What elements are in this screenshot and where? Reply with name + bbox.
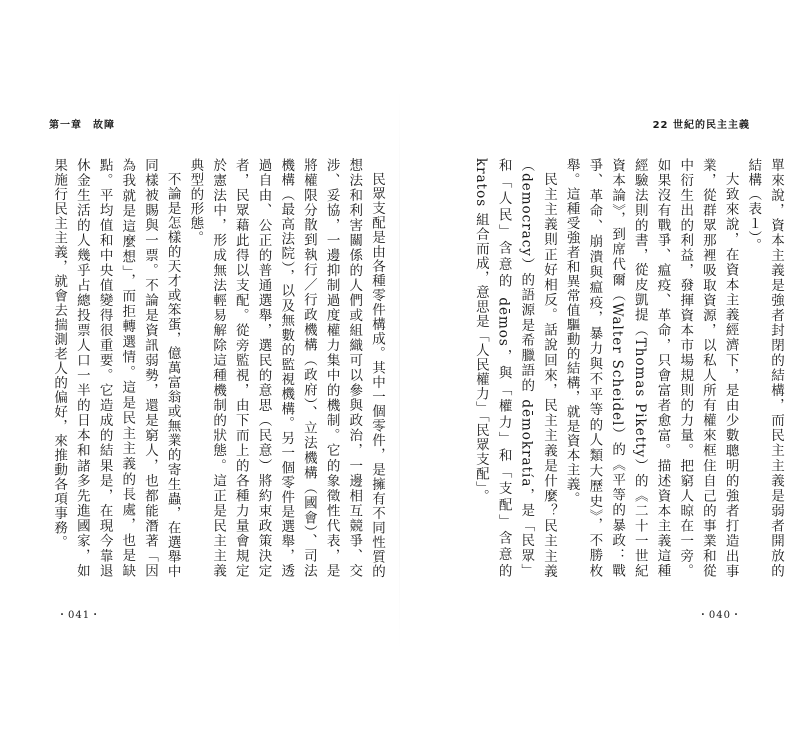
paragraph: 民主主義則正好相反。話說回來，民主主義是什麼？民主主義（democracy）的語源是希臘語的 dēmokratía，是「民眾」和「人民」含意的 dēmos，與「權力」和「支配」含意的 kratos 組合而成，意思是「人民權力」「民眾支配」。: [472, 158, 557, 578]
paragraph: 單來說，資本主義是強者封閉的結構，而民主主義是弱者開放的結構（表１）。: [745, 158, 784, 578]
paragraph: 大致來說，在資本主義經濟下，是由少數聰明的強者打造出事業，從群眾那裡吸取資源，以私人所有權來框住自己的事業和從中衍生出的利益，發揮資本市場規則的力量。把窮人晾在一旁。如果沒有戰爭、瘟疫、革命，只會富者愈富。描述資本主義這種經驗法則的書，從皮凱提（Thomas Piketty）的《二十一世紀資本論》，到席代爾（Walter Scheidel）的《平等的暴政：戰爭、革命、崩潰與瘟疫，暴力與不平等的人類大歷史》，不勝枚舉。這種受強者和異常值驅動的結構，就是資本主義。: [563, 158, 739, 578]
right-page-body: [445, 158, 787, 578]
right-page: [400, 0, 800, 744]
book-title-header: 22 世紀的民主主義: [652, 120, 750, 131]
page-number: ・040・: [697, 610, 742, 621]
chapter-header: 第一章 故障: [49, 120, 115, 131]
paragraph: 民眾支配是由各種零件構成。其中一個零件，是擁有不同性質的想法和利害關係的人們或組織可以參與政治，一邊相互競爭、交涉、妥協，一邊抑制過度權力集中的機制。它的象徵性代表，是將權限分散到執行／行政機構（政府）、立法機構（國會）、司法機構（最高法院），以及無數的監視機構。另一個零件是選舉，透過自由、公正的普通選舉，選民的意思（民意）將約束政策決定者，民眾藉此得以支配。從旁監視，由下而上的各種力量會規定於憲法中，形成無法輕易解除這種機制的狀態。這正是民主主義典型的形態。: [187, 158, 385, 578]
left-page-body: [51, 158, 388, 578]
page-number: ・041・: [57, 610, 102, 621]
paragraph: 不論是怎樣的天才或笨蛋，億萬富翁或無業的寄生蟲，在選舉中同樣被賜與一票。不論是資訊弱勢，還是窮人，也都能潛著「因為我就是這麼想」，而拒轉選情。這是民主主義的長處，也是缺點。平均值和中央值變得很重要。它造成的結果是，在現今靠退休金生活的人幾乎占總投票人口一半的日本和諸多先進國家，如果施行民主主義，就會去揣測老人的偏好，來推動各項事務。: [51, 158, 181, 578]
